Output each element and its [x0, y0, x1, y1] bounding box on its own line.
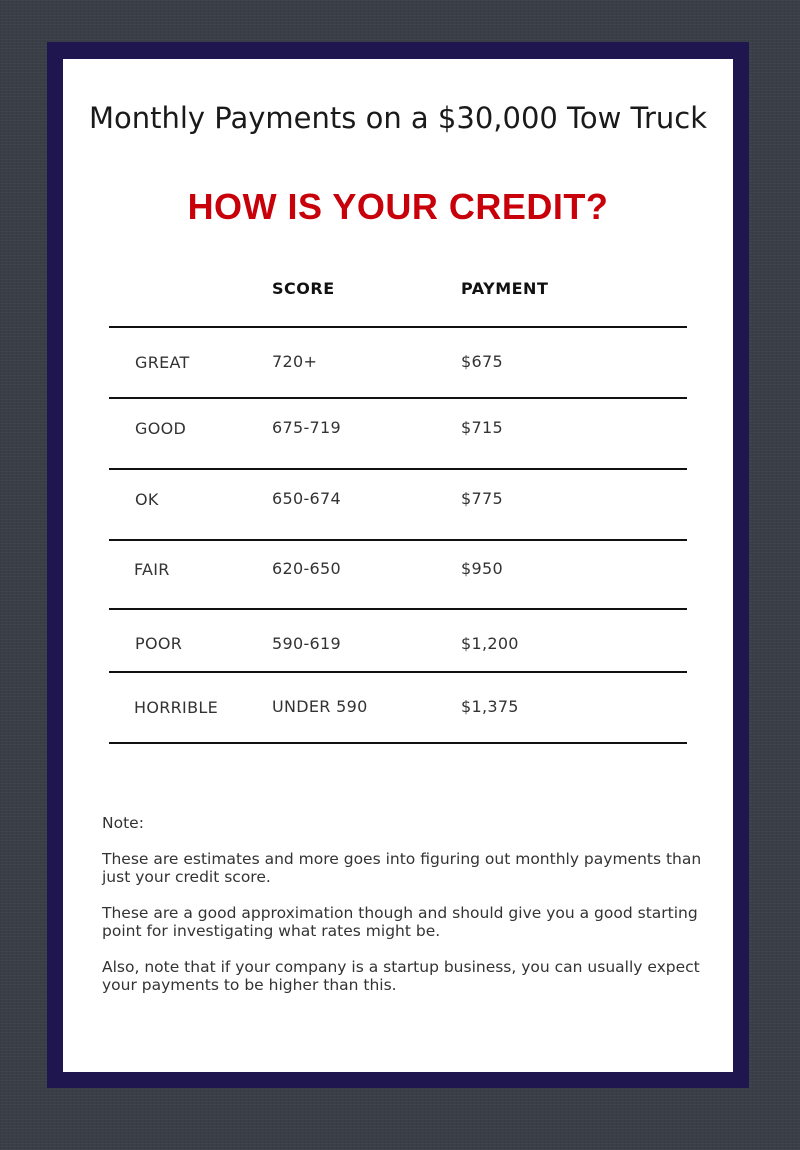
row-score-ok: 650-674	[272, 489, 341, 508]
row-rating-horrible: HORRIBLE	[134, 698, 218, 717]
note-paragraph: Also, note that if your company is a startup business, you can usually expect your payments to be higher than this.	[102, 958, 700, 994]
row-payment-fair: $950	[461, 559, 503, 578]
table-divider	[109, 539, 687, 541]
row-payment-horrible: $1,375	[461, 697, 519, 716]
note-paragraph: These are a good approximation though and should give you a good starting point for investigating what rates might be.	[102, 904, 698, 940]
table-divider	[109, 608, 687, 610]
row-score-fair: 620-650	[272, 559, 341, 578]
row-score-horrible: UNDER 590	[272, 697, 368, 716]
notes-label: Note:	[102, 814, 144, 832]
score-column-header: SCORE	[272, 279, 335, 298]
table-divider	[109, 742, 687, 744]
table-divider	[109, 326, 687, 328]
payment-column-header: PAYMENT	[461, 279, 549, 298]
row-payment-great: $675	[461, 352, 503, 371]
infographic-card	[63, 59, 733, 1072]
notes-section	[102, 814, 722, 1012]
table-divider	[109, 397, 687, 399]
row-rating-ok: OK	[135, 490, 159, 509]
row-rating-good: GOOD	[135, 419, 187, 438]
row-score-poor: 590-619	[272, 634, 341, 653]
row-score-good: 675-719	[272, 418, 341, 437]
row-payment-poor: $1,200	[461, 634, 519, 653]
row-score-great: 720+	[272, 352, 318, 371]
row-rating-poor: POOR	[135, 634, 183, 653]
row-payment-ok: $775	[461, 489, 503, 508]
note-paragraph: These are estimates and more goes into figuring out monthly payments than just your credit score.	[102, 850, 702, 886]
row-rating-great: GREAT	[135, 353, 190, 372]
table-divider	[109, 671, 687, 673]
table-divider	[109, 468, 687, 470]
credit-heading: HOW IS YOUR CREDIT?	[187, 186, 609, 227]
row-payment-good: $715	[461, 418, 503, 437]
row-rating-fair: FAIR	[134, 560, 170, 579]
page-title: Monthly Payments on a $30,000 Tow Truck	[88, 101, 708, 135]
